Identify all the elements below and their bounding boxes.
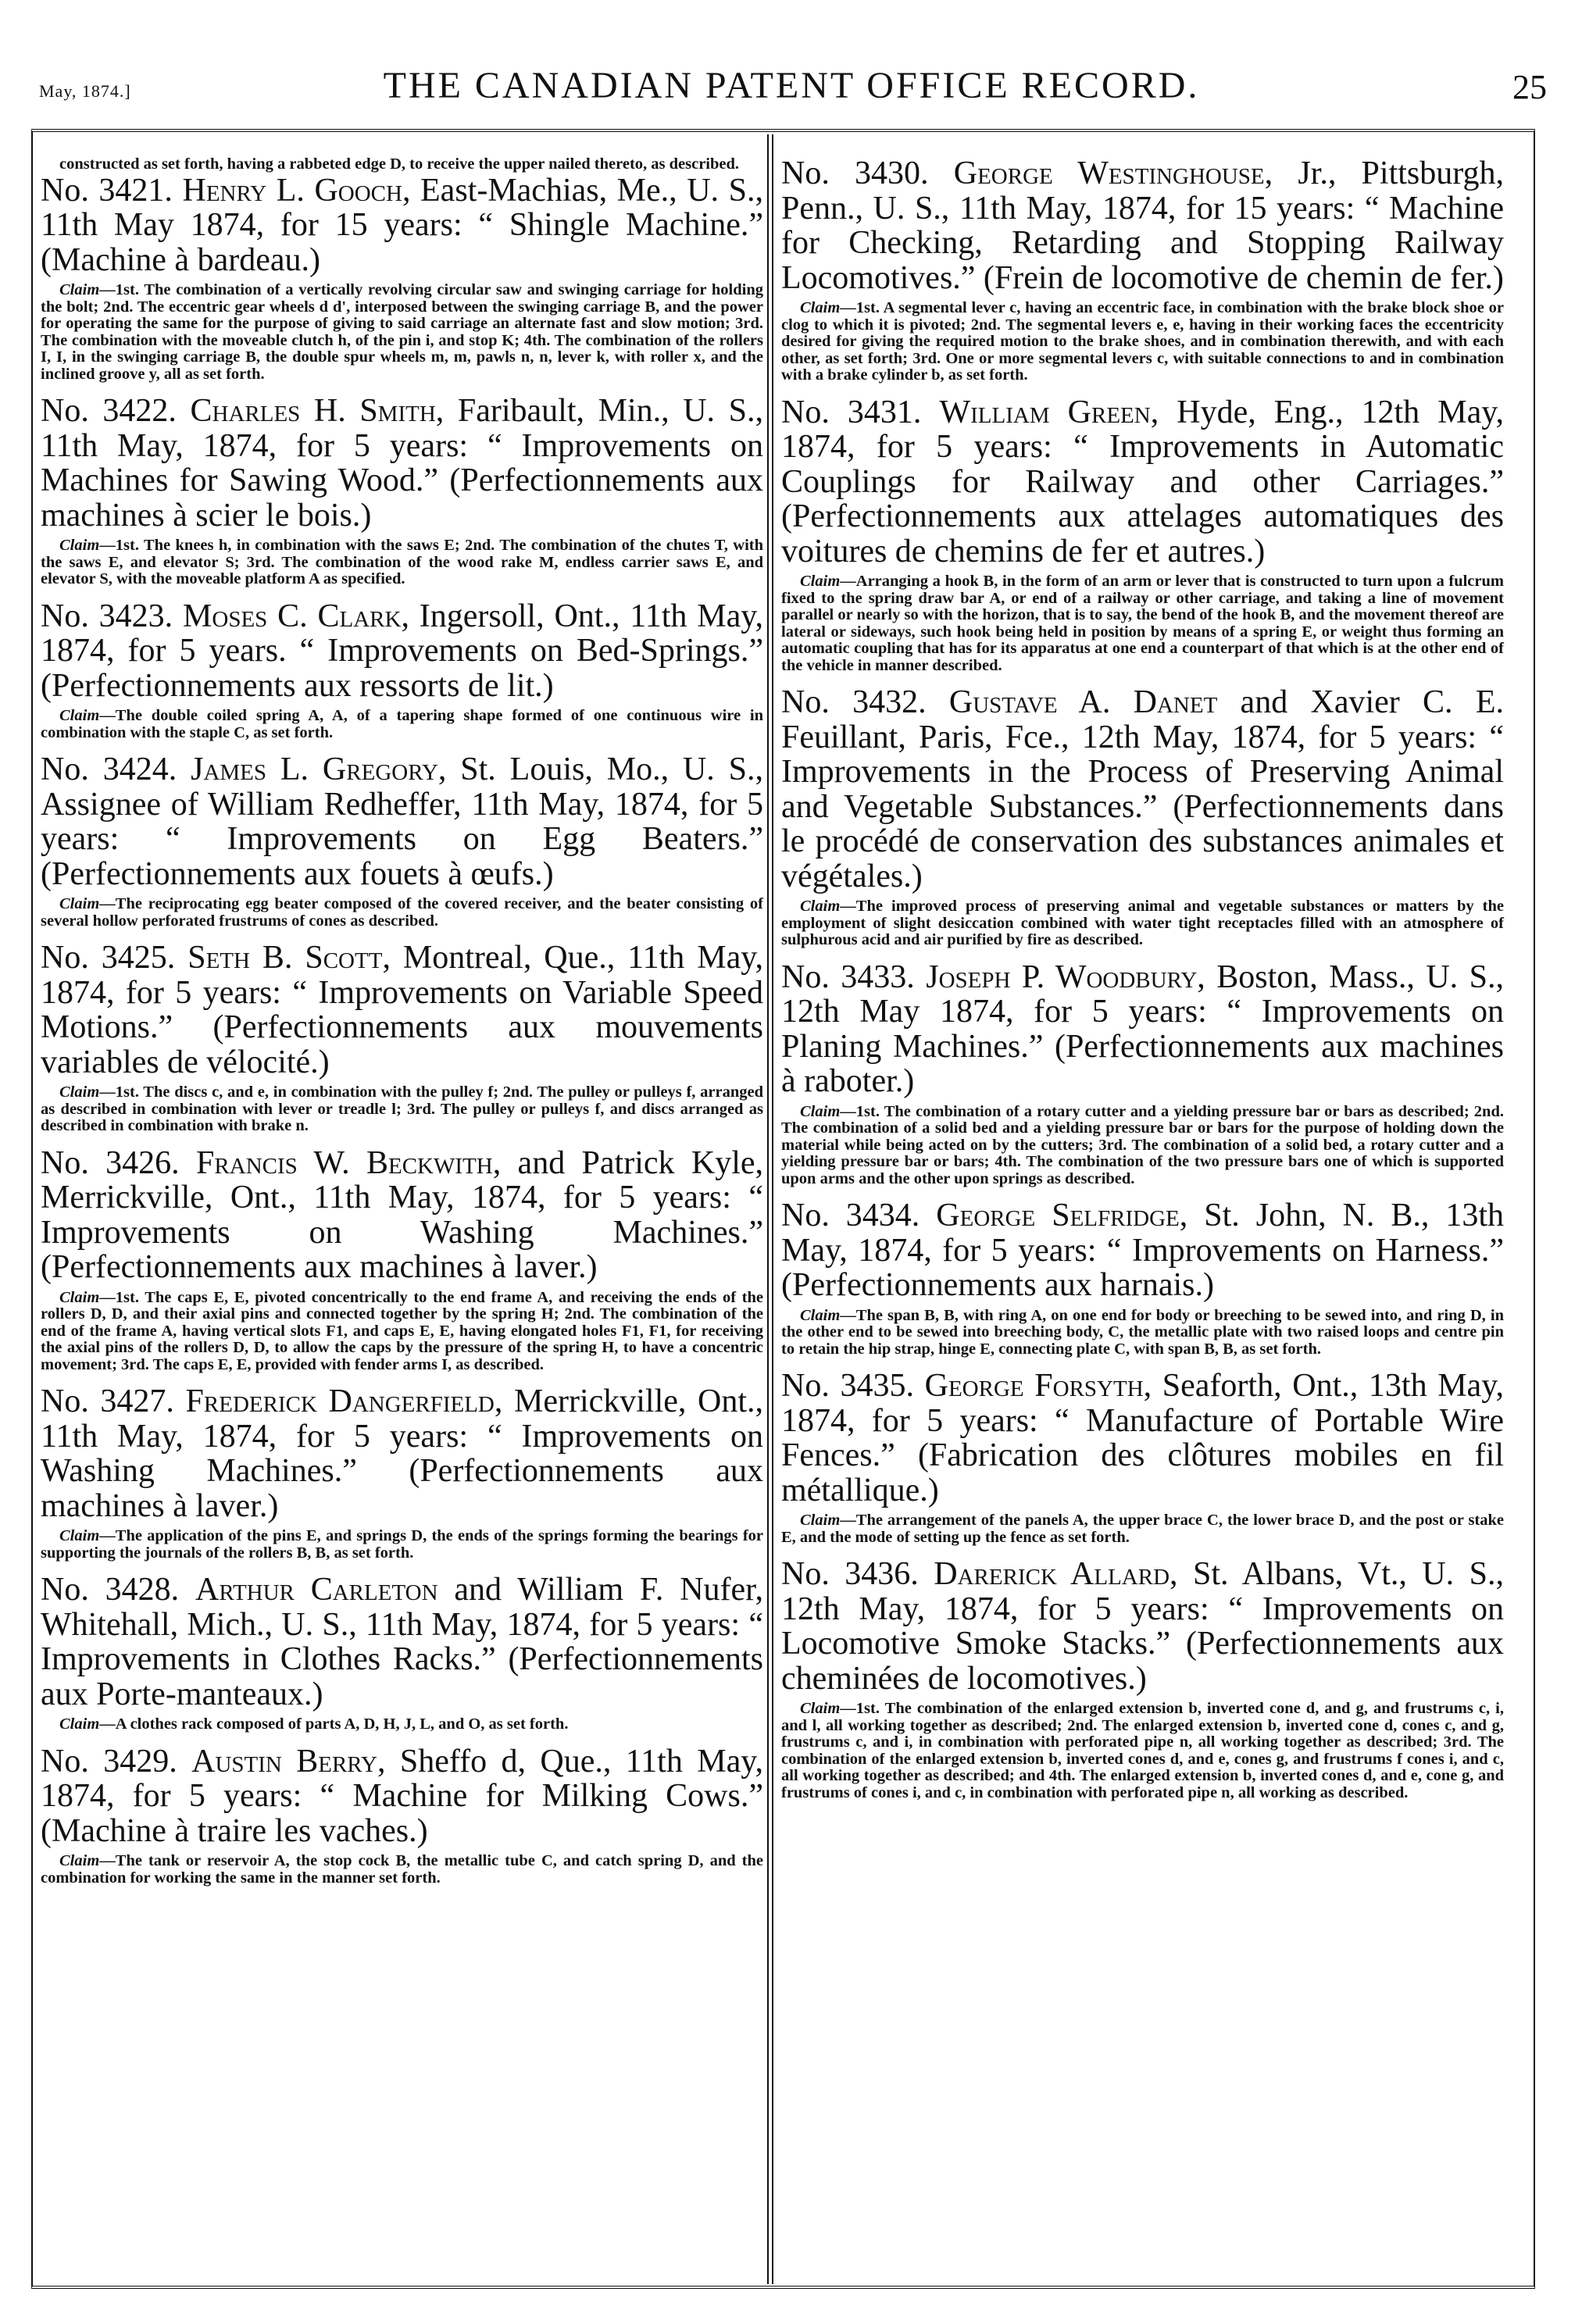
claim-text: —The double coiled spring A, A, of a tapering shape formed of one continuous wire in combination with the staple C, as set forth.	[41, 707, 763, 741]
patent-description	[781, 1557, 1504, 1696]
patent-details: , St. Albans, Vt., U. S., 12th May, 1874, for 5 years: “ Improvements on Locomotive Smoke Stacks.” (Perfectionnements aux cheminées de locomotives.)	[781, 1556, 1504, 1697]
patent-claim	[41, 896, 763, 930]
patent-details: and William F. Nufer, Whitehall, Mich., U. S., 11th May, 1874, for 5 years: “ Improvements in Clothes Racks.” (Perfectionnements aux Porte-manteaux.)	[41, 1572, 763, 1712]
patent-details: , Boston, Mass., U. S., 12th May 1874, for 5 years: “ Improvements on Planing Machines.” (Perfectionnements aux machines à raboter.)	[781, 959, 1505, 1099]
page-header	[30, 64, 1553, 127]
issue-date: May, 1874.]	[39, 81, 131, 101]
patent-entry	[41, 752, 763, 930]
patent-entry	[781, 1369, 1504, 1546]
patent-number: No. 3429.	[41, 1743, 177, 1780]
patent-entry	[781, 156, 1504, 384]
patent-description	[781, 1198, 1504, 1303]
patent-claim	[781, 573, 1504, 674]
patent-number: No. 3433.	[781, 959, 915, 995]
claim-label: Claim	[59, 537, 100, 554]
right-column	[781, 156, 1504, 1812]
patent-description	[781, 685, 1504, 894]
inventor-name: Francis W. Beckwith	[196, 1144, 493, 1181]
claim-label: Claim	[800, 1512, 841, 1529]
claim-text: —A clothes rack composed of parts A, D, H, J, L, and O, as set forth.	[99, 1715, 569, 1733]
patent-entry	[781, 685, 1504, 949]
patent-details: , Faribault, Min., U. S., 11th May, 1874, for 5 years: “ Improvements on Machines for Sawing Wood.” (Perfectionnements aux machines à scier le bois.)	[41, 393, 763, 534]
patent-claim	[781, 300, 1504, 384]
patent-number: No. 3436.	[781, 1556, 919, 1592]
patent-number: No. 3434.	[781, 1198, 920, 1233]
patent-details: , Sheffo d, Que., 11th May, 1874, for 5 years: “ Machine for Milking Cows.” (Machine à traire les vaches.)	[41, 1743, 763, 1849]
page-number: 25	[1512, 68, 1547, 106]
patent-entry	[41, 1146, 763, 1374]
patent-claim	[781, 1308, 1504, 1358]
patent-description	[41, 173, 763, 278]
claim-label: Claim	[800, 573, 841, 590]
patent-description	[41, 1146, 763, 1285]
claim-text: —The application of the pins E, and springs D, the ends of the springs forming the bearings for supporting the journals of the rollers B, B, as set forth.	[41, 1527, 763, 1562]
patent-claim	[41, 1716, 763, 1733]
claim-text: —Arranging a hook B, in the form of an arm or lever that is constructed to turn upon a fulcrum fixed to the spring draw bar A, or end of a railway or other carriage, and taking a line of movement parallel or nearly so with the horizon, that is to say, the bend of the hook B, and the movement thereof are lateral or sideways, such hook being held in position by means of a spring E, or weight thus forming an automatic coupling that has for its apparatus at one end a counterpart of that which is at the other end of the vehicle in manner described.	[781, 573, 1504, 674]
inventor-name: Charles H. Smith	[190, 393, 436, 429]
claim-text: —1st. The caps E, E, pivoted concentrically to the end frame A, and receiving the ends of the rollers D, D, and their axial pins and connected together by the spring H; 2nd. The combination of the end of the frame A, having vertical slots F1, and caps E, E, having elongated holes F1, F1, for receiving the axial pins of the rollers D, D, to allow the caps by the pressure of the spring H, to have a concentric movement; 3rd. The caps E, E, provided with fender arms I, as described.	[41, 1288, 763, 1373]
patent-description	[41, 1573, 763, 1712]
continued-claim: constructed as set forth, having a rabbeted edge D, to receive the upper nailed thereto, as described.	[59, 155, 740, 173]
inventor-name: Joseph P. Woodbury	[926, 959, 1198, 995]
inventor-name: George Westinghouse	[953, 155, 1265, 191]
claim-label: Claim	[59, 1715, 100, 1733]
patent-details: , and Patrick Kyle, Merrickville, Ont., 11th May, 1874, for 5 years: “ Improvements on Washing Machines.” (Perfectionnements aux machines à laver.)	[41, 1144, 764, 1285]
patent-details: , Jr., Pittsburgh, Penn., U. S., 11th May, 1874, for 15 years: “ Machine for Checking, Retarding and Stopping Railway Locomotives.” (Frein de locomotive de chemin de fer.)	[781, 155, 1504, 296]
patent-entry	[41, 1384, 763, 1562]
patent-claim	[41, 708, 763, 741]
patent-claim	[781, 1104, 1504, 1188]
inventor-name: William Green	[939, 394, 1151, 430]
patent-number: No. 3421.	[41, 172, 173, 209]
patent-description	[41, 941, 763, 1080]
patent-number: No. 3423.	[41, 598, 173, 634]
left-column	[41, 156, 763, 1897]
inventor-name: George Forsyth	[924, 1368, 1144, 1404]
patent-entry	[781, 1557, 1504, 1801]
inventor-name: Henry L. Gooch	[182, 172, 402, 209]
claim-text: —1st. A segmental lever c, having an eccentric face, in combination with the brake block shoe or clog to which it is pivoted; 2nd. The segmental levers e, e, having in their working faces the eccentricity desired for giving the required motion to the brake shoes, and in combination therewith, and with each other, as set forth; 3rd. One or more segmental levers c, with suitable connections to and in combination with a brake cylinder b, as set forth.	[781, 299, 1504, 384]
patent-description	[781, 395, 1504, 569]
claim-label: Claim	[800, 1102, 841, 1120]
patent-details: , Ingersoll, Ont., 11th May, 1874, for 5 years. “ Improvements on Bed-Springs.” (Perfectionnements aux ressorts de lit.)	[41, 598, 763, 704]
patent-details: , Seaforth, Ont., 13th May, 1874, for 5 years: “ Manufacture of Portable Wire Fences.” (Fabrication des clôtures mobiles en fil métallique.)	[781, 1368, 1504, 1508]
patent-number: No. 3431.	[781, 394, 922, 430]
patent-claim	[41, 1528, 763, 1562]
patent-details: , Hyde, Eng., 12th May, 1874, for 5 years: “ Improvements in Automatic Couplings for Railway and other Carriages.” (Perfectionnements aux attelages automatiques des voitures de chemins de fer et autres.)	[781, 394, 1504, 569]
column-divider	[767, 134, 773, 2284]
patent-entry	[41, 1573, 763, 1733]
claim-text: —1st. The discs c, and e, in combination with the pulley f; 2nd. The pulley or pulleys f, arranged as described in combination with lever or treadle l; 3rd. The pulley or pulleys f, and discs arranged as described in combination with brake n.	[41, 1083, 763, 1134]
claim-text: —The arrangement of the panels A, the upper brace C, the lower brace D, and the post or stake E, and the mode of setting up the fence as set forth.	[781, 1512, 1504, 1546]
claim-label: Claim	[59, 895, 100, 912]
patent-description	[41, 1744, 763, 1849]
claim-label: Claim	[59, 1083, 100, 1101]
patent-number: No. 3428.	[41, 1572, 180, 1608]
claim-label: Claim	[59, 1852, 100, 1869]
patent-entry	[781, 1198, 1504, 1358]
patent-description	[41, 752, 763, 891]
patent-claim	[41, 537, 763, 588]
claim-text: —The reciprocating egg beater composed of the covered receiver, and the beater consisting of several hollow perforated frustrums of cones as described.	[41, 895, 763, 930]
patent-details: , St. John, N. B., 13th May, 1874, for 5 years: “ Improvements on Harness.” (Perfectionnements aux harnais.)	[781, 1198, 1504, 1303]
inventor-name: Arthur Carleton	[195, 1572, 438, 1608]
inventor-name: Darerick Allard	[934, 1556, 1170, 1592]
claim-text: —The tank or reservoir A, the stop cock B, the metallic tube C, and catch spring D, and the combination for working the same in the manner set forth.	[41, 1852, 763, 1887]
patent-claim	[41, 1084, 763, 1135]
patent-description	[781, 1369, 1504, 1508]
patent-claim	[781, 1701, 1504, 1801]
patent-description	[41, 1384, 763, 1523]
claim-label: Claim	[59, 707, 100, 724]
patent-description	[781, 156, 1504, 295]
patent-entry	[41, 394, 763, 588]
claim-label: Claim	[800, 1306, 841, 1324]
inventor-name: Moses C. Clark	[183, 598, 402, 634]
patent-entry	[41, 1744, 763, 1887]
inventor-name: Gustave A. Danet	[948, 684, 1218, 720]
patent-number: No. 3424.	[41, 751, 177, 787]
claim-text: —1st. The combination of the enlarged extension b, inverted cone d, and g, and frustrums c, i, and l, all working together as described; 2nd. The enlarged extension b, inverted cone d, cones c, and g, frustrums c, and i, in combination with perforated pipe n, all working together as described; 3rd. The combination of the enlarged extension b, inverted cones d, and e, cones g, and frustrums f cones i, and c, all working together as described; and 4th. The enlarged extension b, inverted cones d, and e, cone g, and frustrums of cones i, and c, in combination with perforated pipe n, all working as described.	[781, 1700, 1504, 1801]
patent-details: and Xavier C. E. Feuillant, Paris, Fce., 12th May, 1874, for 5 years: “ Improvements in the Process of Preserving Animal and Vegetable Substances.” (Perfectionnements dans le procédé de conservation des substances animales et végétales.)	[781, 684, 1504, 894]
patent-claim	[41, 282, 763, 383]
patent-details: , St. Louis, Mo., U. S., Assignee of William Redheffer, 11th May, 1874, for 5 years: “ Improvements on Egg Beaters.” (Perfectionnements aux fouets à œufs.)	[41, 751, 764, 892]
claim-label: Claim	[59, 1527, 100, 1544]
patent-number: No. 3430.	[781, 155, 929, 191]
patent-description	[781, 960, 1504, 1099]
claim-text: —The span B, B, with ring A, on one end for body or breeching to be sewed into, and ring D, in the other end to be sewed into breeching body, C, the metallic plate with two raised loops and centre pin to retain the hip strap, hinge E, connecting plate C, with span B, B, as set forth.	[781, 1306, 1504, 1358]
claim-text: —1st. The combination of a vertically revolving circular saw and swinging carriage for holding the bolt; 2nd. The eccentric gear wheels d d', interposed between the swinging carriage B, and the power for operating the same for the purpose of giving to said carriage an alternate fast and slow motion; 3rd. The combination with the moveable clutch h, of the pin i, and stop K; 4th. The combination of the rollers I, I, in the swinging carriage B, the double spur wheels m, m, pawls n, n, lever k, with roller x, and the inclined groove y, all as set forth.	[41, 281, 763, 383]
inventor-name: Seth B. Scott	[187, 940, 383, 976]
claim-label: Claim	[59, 281, 100, 298]
patent-entry	[781, 395, 1504, 675]
patent-entry	[781, 960, 1504, 1188]
patent-claim	[41, 1853, 763, 1887]
patent-entry	[41, 941, 763, 1135]
patent-number: No. 3425.	[41, 940, 176, 976]
patent-claim	[781, 1512, 1504, 1546]
patent-description	[41, 394, 763, 533]
patent-number: No. 3432.	[781, 684, 927, 720]
claim-label: Claim	[800, 299, 841, 316]
patent-number: No. 3426.	[41, 1144, 180, 1181]
inventor-name: Frederick Dangerfield	[185, 1383, 495, 1419]
patent-details: , Montreal, Que., 11th May, 1874, for 5 years: “ Improvements on Variable Speed Motions.” (Perfectionnements aux mouvements variables de vélocité.)	[41, 940, 763, 1080]
patent-description	[41, 599, 763, 704]
patent-details: , Merrickville, Ont., 11th May, 1874, for 5 years: “ Improvements on Washing Machines.” (Perfectionnements aux machines à laver.)	[41, 1383, 764, 1524]
inventor-name: James L. Gregory	[191, 751, 438, 787]
patent-claim	[41, 1290, 763, 1374]
claim-text: —1st. The combination of a rotary cutter and a yielding pressure bar or bars as described; 2nd. The combination of a solid bed and a yielding pressure bar or bars for the purpose of holding down the material while being acted on by the cutters; 3rd. The combination of a solid bed, a rotary cutter and a yielding pressure bar or bars; 4th. The combination of the two pressure bars one of which is supported upon arms and the other upon springs as described.	[781, 1102, 1504, 1187]
claim-text: —The improved process of preserving animal and vegetable substances or matters by the employment of slight desiccation combined with water tight receptacles filled with an atmosphere of sulphurous acid and air purified by fire as described.	[781, 898, 1504, 948]
inventor-name: George Selfridge	[936, 1198, 1180, 1233]
claim-text: —1st. The knees h, in combination with the saws E; 2nd. The combination of the chutes T, with the saws E, and elevator S; 3rd. The combination of the wood rake M, endless carrier saws E, and elevator S, with the moveable platform A as specified.	[41, 537, 763, 587]
patent-entry	[41, 173, 763, 384]
claim-label: Claim	[800, 1700, 841, 1717]
claim-label: Claim	[59, 1288, 100, 1306]
patent-number: No. 3422.	[41, 393, 177, 429]
inventor-name: Austin Berry	[191, 1743, 377, 1780]
patent-number: No. 3435.	[781, 1368, 914, 1404]
claim-label: Claim	[800, 898, 841, 915]
patent-details: , East-Machias, Me., U. S., 11th May 1874, for 15 years: “ Shingle Machine.” (Machine à bardeau.)	[41, 172, 763, 278]
patent-entry	[41, 599, 763, 742]
publication-title: THE CANADIAN PATENT OFFICE RECORD.	[383, 65, 1200, 106]
patent-claim	[781, 898, 1504, 949]
patent-number: No. 3427.	[41, 1383, 174, 1419]
